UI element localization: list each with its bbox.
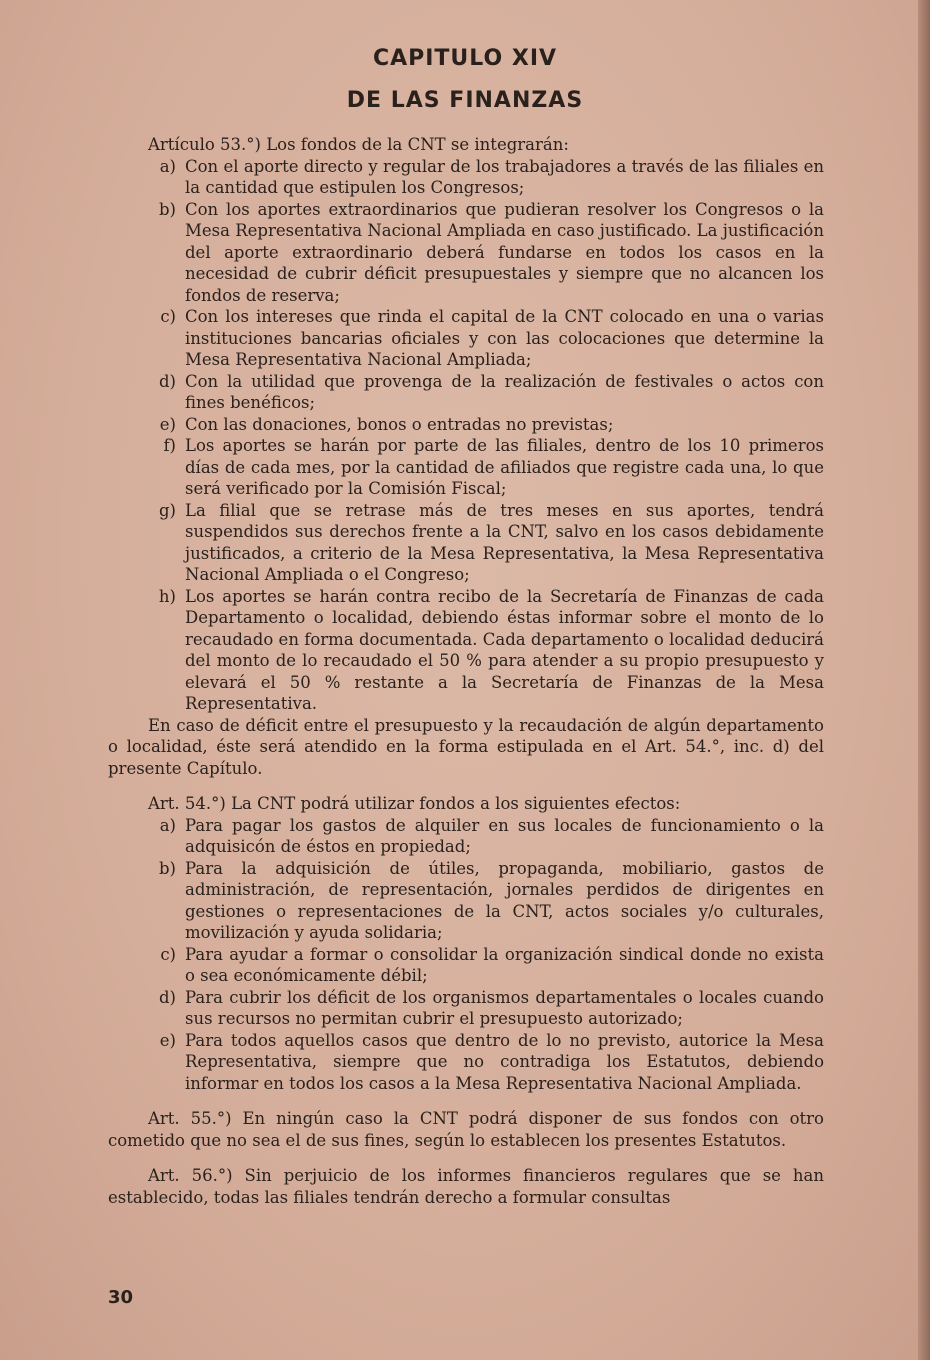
page-edge [918,0,930,1360]
item-text: Para ayudar a formar o consolidar la organización sindical donde no exista o sea económicamente débil; [185,944,824,985]
art53-item-e [108,414,824,436]
item-text: Para la adquisición de útiles, propaganda, mobiliario, gastos de administración, de representación, jornales perdidos de dirigentes en gestiones o representaciones de la CNT, actos sociales y/o culturales, movilización y ayuda solidaria; [185,858,824,942]
art53-item-f [108,435,824,500]
art53-intro: Artículo 53.°) Los fondos de la CNT se integrarán: [148,135,569,154]
art53-item-a [108,156,824,199]
item-text: Para todos aquellos casos que dentro de lo no previsto, autorice la Mesa Representativa, siempre que no contradiga los Estatutos, debiendo informar en todos los casos a la Mesa Representativa Nacional Ampliada. [185,1030,824,1093]
item-label: d) [159,371,176,391]
item-label: a) [159,156,176,176]
item-text: Con el aporte directo y regular de los trabajadores a través de las filiales en la cantidad que estipulen los Congresos; [185,156,824,197]
section-title: DE LAS FINANZAS [346,88,584,113]
art53-item-h [108,586,824,715]
item-label: f) [163,436,176,455]
item-label: g) [159,500,176,520]
item-label: e) [159,414,176,434]
item-label: h) [158,586,176,606]
art54-item-d [108,987,824,1030]
item-text: Con los intereses que rinda el capital de la CNT colocado en una o varias instituciones bancarias oficiales y con las colocaciones que determine la Mesa Representativa Nacional Ampliada; [185,307,824,369]
art53-closing: En caso de déficit entre el presupuesto y la recaudación de algún departamento o localidad, éste será atendido en la forma estipulada en el Art. 54.°, inc. d) del presente Capítulo. [108,715,824,778]
art54-item-b [108,858,824,944]
art55-paragraph: Art. 55.°) En ningún caso la CNT podrá disponer de sus fondos con otro cometido que no sea el de sus fines, según lo establecen los presentes Estatutos. [108,1109,824,1150]
art54-item-e [108,1030,824,1095]
item-text: Para pagar los gastos de alquiler en sus locales de funcionamiento o la adquisicón de éstos en propiedad; [185,815,824,856]
art53-item-c [108,306,824,371]
art56-paragraph: Art. 56.°) Sin perjuicio de los informes financieros regulares que se han establecido, todas las filiales tendrán derecho a formular consultas [108,1166,824,1207]
item-text: Los aportes se harán por parte de las filiales, dentro de los 10 primeros días de cada mes, por la cantidad de afiliados que registre cada una, lo que será verificado por la Comisión Fiscal; [185,436,824,498]
item-label: b) [159,199,176,219]
item-label: b) [159,858,176,878]
art54-item-c [108,944,824,987]
chapter-title: CAPITULO XIV [372,46,558,71]
art53-item-b [108,199,824,307]
item-text: Los aportes se harán contra recibo de la Secretaría de Finanzas de cada Departamento o localidad, debiendo éstas informar sobre el monto de lo recaudado en forma documentada. Cada departamento o localidad deducirá del monto de lo recaudado el 50 % para atender a su propio presupuesto y elevará el 50 % restante a la Secretaría de Finanzas de la Mesa Representativa. [185,586,824,713]
art53-item-d [108,371,824,414]
item-text: Con las donaciones, bonos o entradas no previstas; [185,414,614,434]
item-text: Con la utilidad que provenga de la realización de festivales o actos con fines benéficos; [185,371,824,412]
item-text: Con los aportes extraordinarios que pudieran resolver los Congresos o la Mesa Representativa Nacional Ampliada en caso justificado. La justificación del aporte extraordinario deberá fundarse en todos los casos en la necesidad de cubrir déficit presupuestales y siempre que no alcancen los fondos de reserva; [185,199,824,305]
art54-item-a [108,815,824,858]
art54-intro: Art. 54.°) La CNT podrá utilizar fondos a los siguientes efectos: [148,794,681,813]
item-label: e) [159,1030,176,1050]
document-body [108,134,824,1208]
item-label: d) [159,987,176,1007]
page-number: 30 [108,1287,134,1308]
item-label: c) [160,944,176,964]
item-text: La filial que se retrase más de tres meses en sus aportes, tendrá suspendidos sus derechos frente a la CNT, salvo en los casos debidamente justificados, a criterio de la Mesa Representativa, la Mesa Representativa Nacional Ampliada o el Congreso; [185,500,824,584]
item-label: c) [160,307,176,326]
art53-item-g [108,500,824,586]
item-text: Para cubrir los déficit de los organismos departamentales o locales cuando sus recursos no permitan cubrir el presupuesto autorizado; [185,987,824,1028]
item-label: a) [159,815,176,835]
